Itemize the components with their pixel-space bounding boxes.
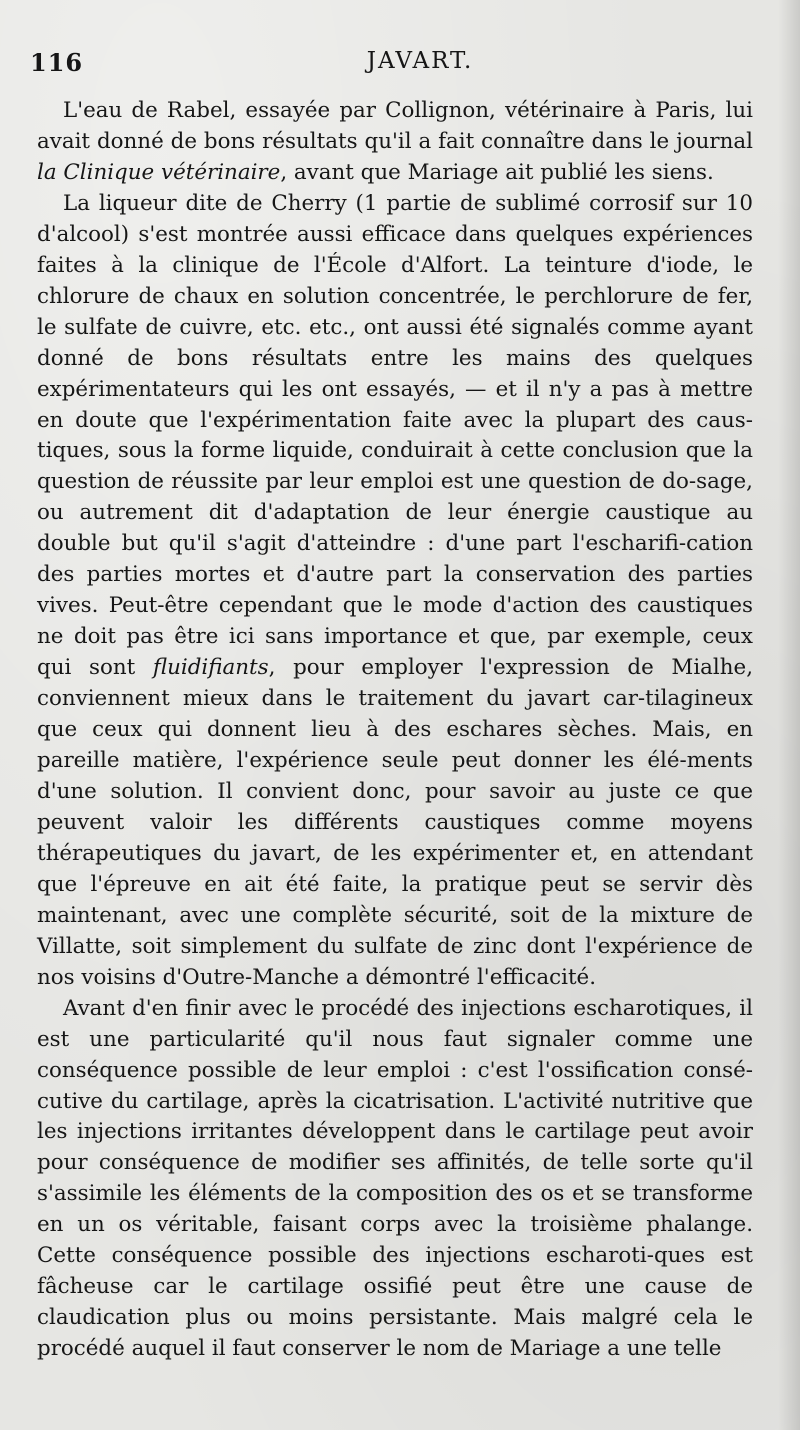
paragraph-3-text: Avant d'en finir avec le procédé des injections escharotiques, il est une particularité qu'il nous faut signaler comme une conséquence possible de leur emploi : c'est l'ossification consé-cutive du cartilage, après la cicatrisation. L'activité nutritive que les injections irritantes développent dans le cartilage peut avoir pour conséquence de modifier ses affinités, de telle sorte qu'il s'assimile les éléments de la composition des os et se transforme en un os véritable, faisant corps avec la troisième phalange. Cette conséquence possible des injections escharoti-ques est fâcheuse car le cartilage ossifié peut être une cause de claudication plus ou moins persistante. Mais malgré cela le procédé auquel il faut conserver le nom de Mariage a une telle [37, 995, 753, 1362]
paragraph-1-text-end: , avant que Mariage ait publié les siens. [280, 159, 714, 185]
paragraph-1 [37, 96, 753, 189]
page-number: 116 [30, 48, 84, 77]
paragraph-2-text: La liqueur dite de Cherry (1 partie de sublimé corrosif sur 10 d'alcool) s'est montrée aussi efficace dans quelques expériences faites à la clinique de l'École d'Alfort. La teinture d'iode, le chlorure de chaux en solution concentrée, le perchlorure de fer, le sulfate de cuivre, etc. etc., ont aussi été signalés comme ayant donné de bons résultats entre les mains des quelques expérimentateurs qui les ont essayés, — et il n'y a pas à mettre en doute que l'expérimentation faite avec la plupart des caus-tiques, sous la forme liquide, conduirait à cette conclusion que la question de réussite par leur emploi est une question de do-sage, ou autrement dit d'adaptation de leur énergie caustique au double but qu'il s'agit d'atteindre : d'une part l'escharifi-cation des parties mortes et d'autre part la conservation des parties vives. Peut-être cependant que le mode d'action des caustiques ne doit pas être ici sans importance et que, par exemple, ceux qui sont [37, 190, 753, 681]
paragraph-2 [37, 189, 753, 994]
paragraph-2-text-end: , pour employer l'expression de Mialhe, conviennent mieux dans le traitement du javart car-tilagineux que ceux qui donnent lieu à des eschares sèches. Mais, en pareille matière, l'expérience seule peut donner les élé-ments d'une solution. Il convient donc, pour savoir au juste ce que peuvent valoir les différents caustiques comme moyens thérapeutiques du javart, de les expérimenter et, en attendant que l'épreuve en ait été faite, la pratique peut se servir dès maintenant, avec une complète sécurité, soit de la mixture de Villatte, soit simplement du sulfate de zinc dont l'expérience de nos voisins d'Outre-Manche a démontré l'efficacité. [37, 655, 753, 990]
page-edge-shadow [778, 0, 800, 1430]
paragraph-1-text: L'eau de Rabel, essayée par Collignon, vétérinaire à Paris, lui avait donné de bons résultats qu'il a fait connaître dans le journal [37, 98, 753, 154]
running-head: JAVART. [366, 48, 474, 74]
emphasized-term: fluidifiants [152, 655, 269, 681]
body-text [37, 96, 753, 1365]
page-header [30, 48, 750, 88]
paragraph-3 [37, 994, 753, 1365]
journal-title: la Clinique vétérinaire [37, 159, 281, 185]
